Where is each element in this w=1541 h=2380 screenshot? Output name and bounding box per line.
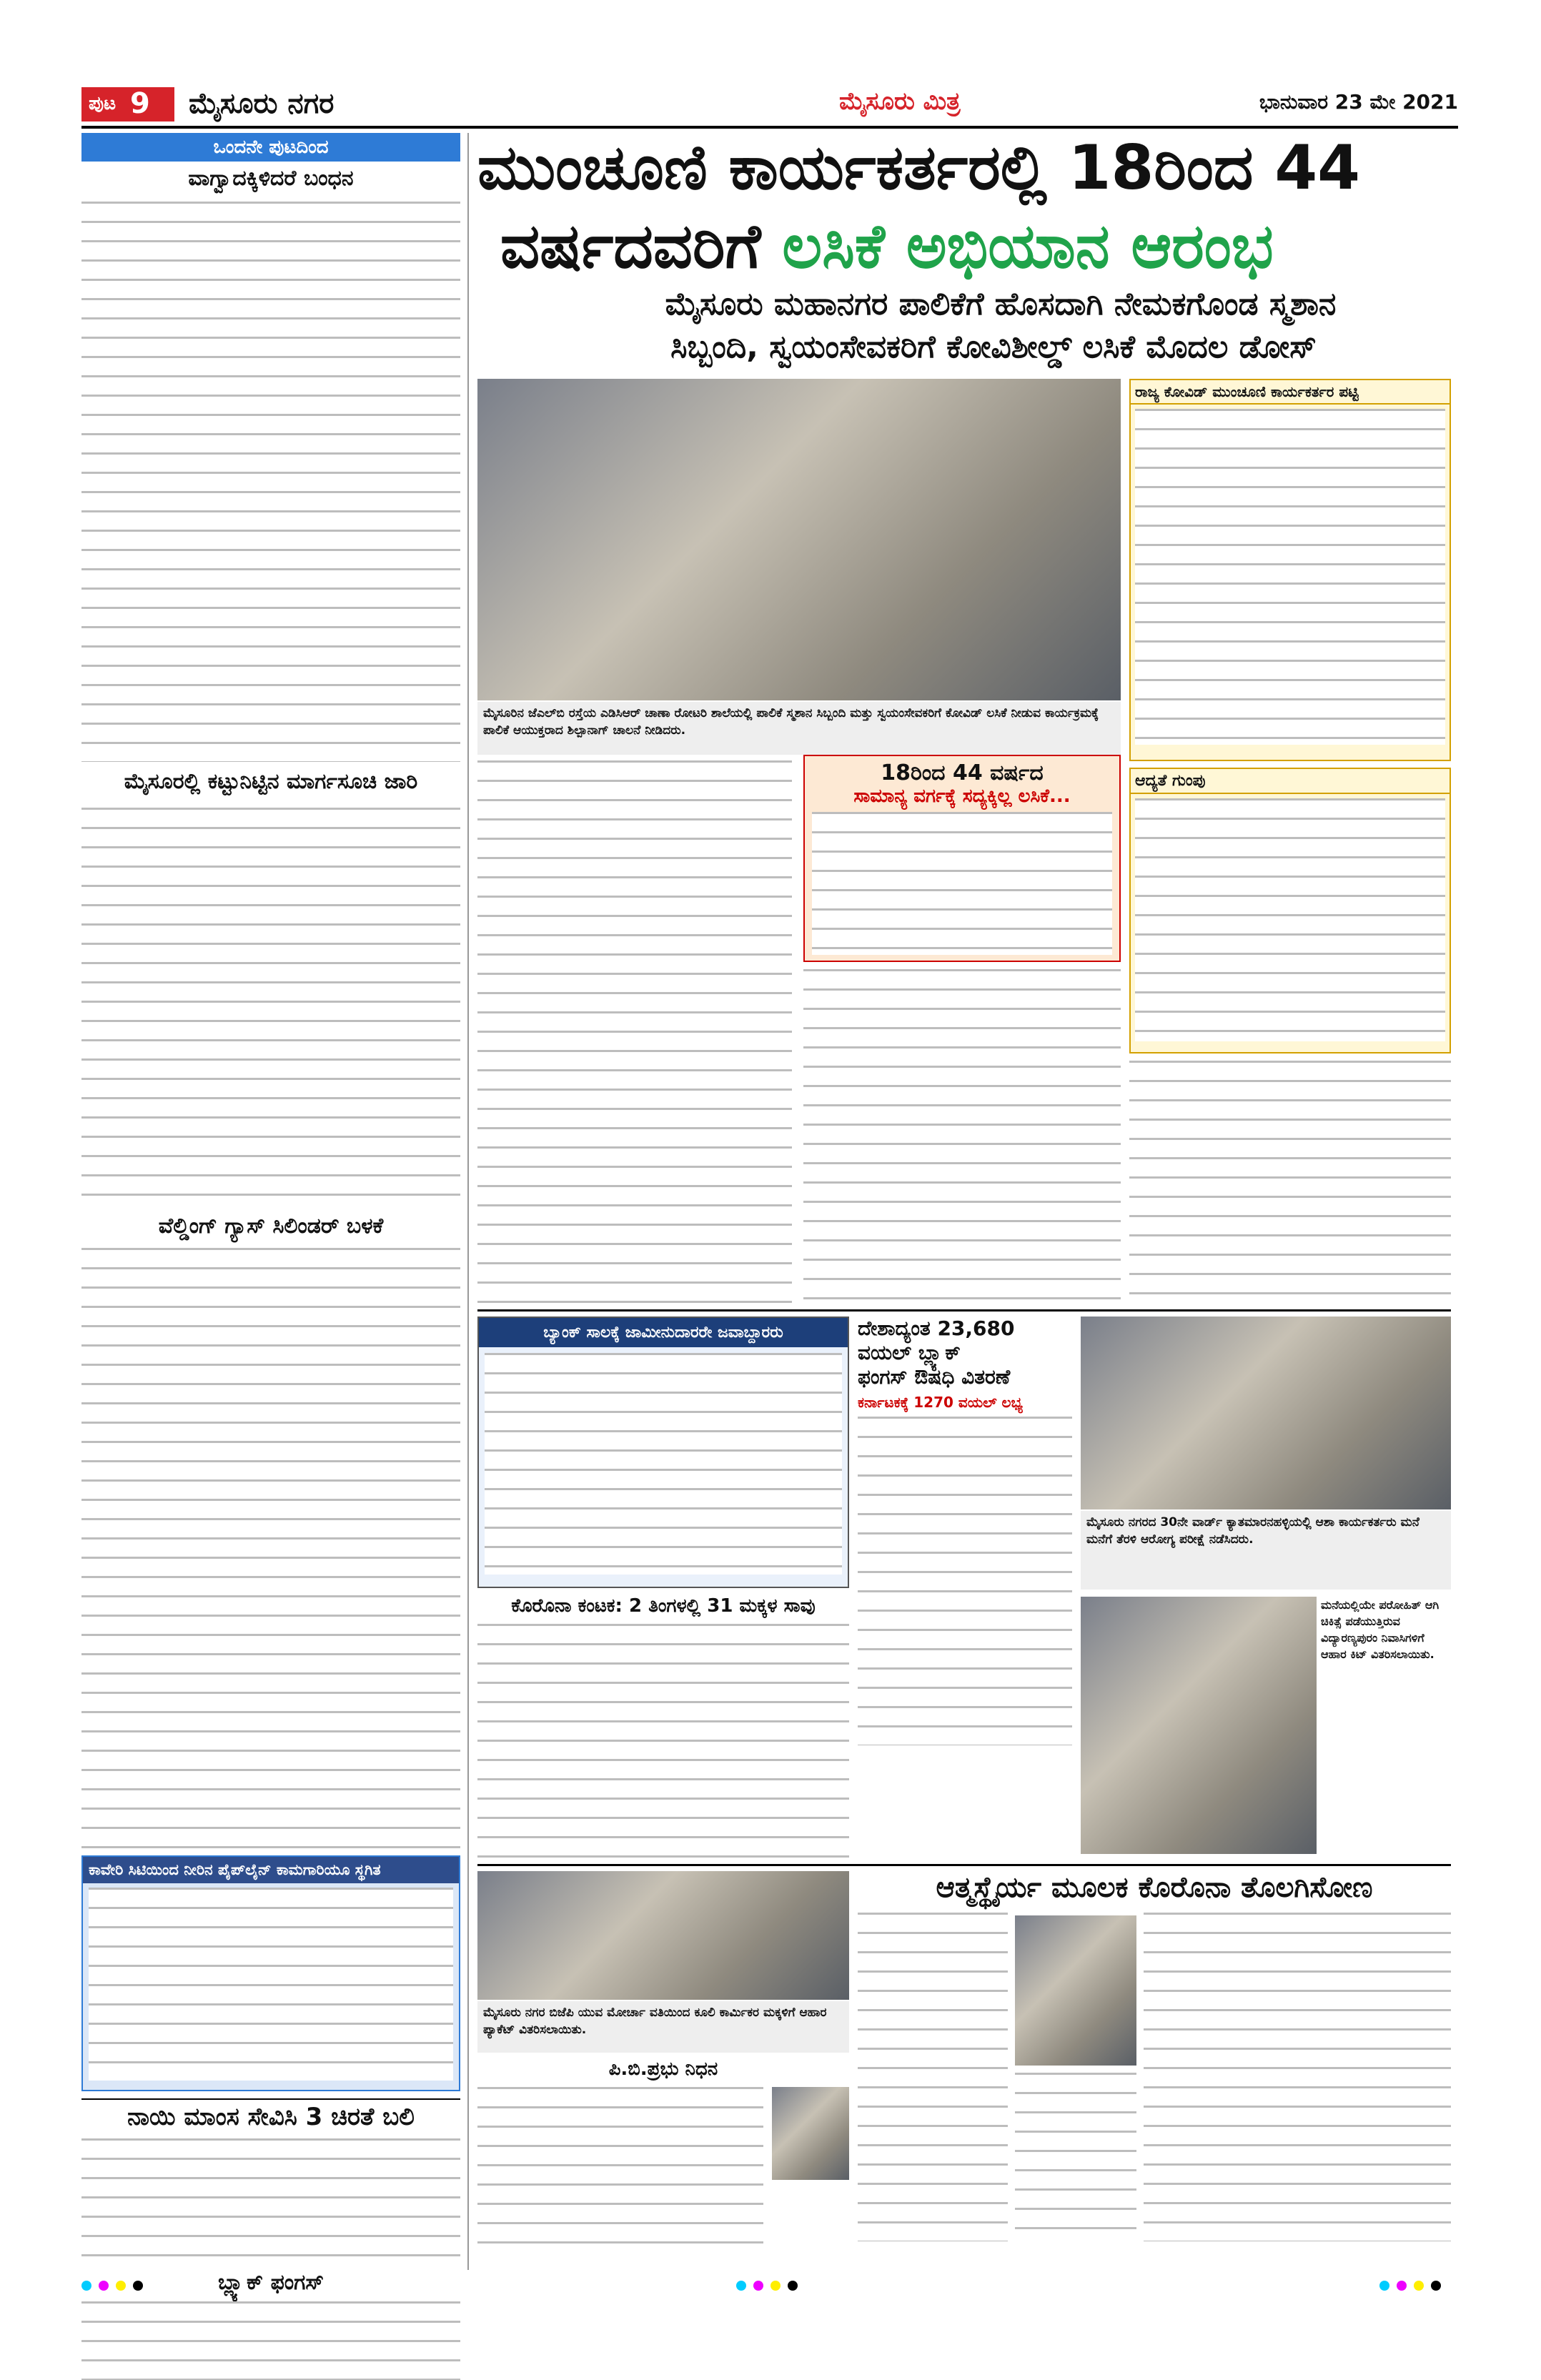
priority-list-items (1135, 798, 1445, 1041)
pipeline-box (81, 1855, 460, 2091)
left-heading-2: ಮೈಸೂರಲ್ಲಿ ಕಟ್ಟುನಿಟ್ಟಿನ ಮಾರ್ಗಸೂಚಿ ಜಾರಿ (124, 769, 418, 794)
masthead: ಮೈಸೂರು ಮಿತ್ರ (839, 87, 961, 116)
pipeline-box-body (89, 1888, 453, 2081)
priority-list (1129, 768, 1451, 1053)
lead-body-col1 (477, 760, 792, 1304)
lead-body-col3 (1129, 1061, 1451, 1304)
left-body-1 (81, 202, 460, 762)
fungus-sub: ಕರ್ನಾಟಕಕ್ಕೆ 1270 ವಯಲ್ ಲಭ್ಯ (858, 1394, 1023, 1411)
page-number-badge (81, 87, 174, 122)
kit-photo (1081, 1597, 1317, 1854)
fungus-title-2: ವಯಲ್ ಬ್ಲ್ಯಾಕ್ (858, 1341, 961, 1364)
page-header (81, 84, 1458, 124)
left-heading-3: ವೆಲ್ಡಿಂಗ್ ಗ್ಯಾಸ್ ಸಿಲಿಂಡರ್ ಬಳಕೆ (158, 1214, 384, 1239)
self-col1 (858, 1913, 1008, 2241)
mid-bottom-rule (477, 1864, 1451, 1866)
obituary-body (477, 2087, 763, 2244)
quote-box (803, 755, 1121, 962)
quote-box-body (812, 812, 1112, 955)
left-body-3 (81, 1248, 460, 1848)
lead-photo-caption: ಮೈಸೂರಿನ ಜೆಎಲ್‌ಬಿ ರಸ್ತೆಯ ಎಡಿಸಿಆರ್ ಚಾಣಾ ರೋಟರಿ ಶಾಲೆಯಲ್ಲಿ ಪಾಲಿಕೆ ಸ್ಮಶಾನ ಸಿಬ್ಬಂದಿ ಮತ್ತು ಸ್ವಯಂಸೇವಕರಿಗೆ ಕೋವಿಡ್ ಲಸಿಕೆ ನೀಡುವ ಕಾರ್ಯಕ್ರಮಕ್ಕೆ ಪಾಲಿಕೆ ಆಯುಕ್ತರಾದ ಶಿಲ್ಪಾನಾಗ್ ಚಾಲನೆ ನೀಡಿದರು. (477, 702, 1121, 755)
column-divider (467, 133, 469, 2270)
bank-box (477, 1317, 849, 1588)
lead-bottom-rule (477, 1309, 1451, 1312)
fungus-box (858, 1317, 1072, 1781)
left-body-5 (81, 2301, 460, 2380)
quote-box-title: ಸಾಮಾನ್ಯ ವರ್ಗಕ್ಕೆ ಸದ್ಯಕ್ಕಿಲ್ಲ ಲಸಿಕೆ... (853, 785, 1071, 807)
frontline-list-items (1135, 409, 1445, 745)
left-heading-1: ವಾಗ್ವಾದಕ್ಕಿಳಿದರೆ ಬಂಧನ (188, 166, 354, 191)
self-col3 (1144, 1913, 1451, 2241)
lead-subhead-1: ಮೈಸೂರು ಮಹಾನಗರ ಪಾಲಿಕೆಗೆ ಹೊಸದಾಗಿ ನೇಮಕಗೊಂಡ ಸ್ಮಶಾನ (665, 286, 1337, 322)
issue-date: ಭಾನುವಾರ 23 ಮೇ 2021 (1259, 90, 1458, 114)
fungus-body (858, 1417, 1072, 1745)
registration-dots-left (81, 2280, 167, 2293)
lead-body-col2 (803, 969, 1121, 1304)
left-body-2 (81, 808, 460, 1208)
frontline-list-title: ರಾಜ್ಯ ಕೋವಿಡ್ ಮುಂಚೂಣಿ ಕಾರ್ಯಕರ್ತರ ಪಟ್ಟಿ (1131, 380, 1450, 405)
obituary-title: ಪಿ.ಬಿ.ಪ್ರಭು ನಿಧನ (608, 2058, 718, 2080)
left-heading-4: ನಾಯಿ ಮಾಂಸ ಸೇವಿಸಿ 3 ಚಿರತೆ ಬಲಿ (127, 2103, 415, 2131)
continued-band (81, 133, 460, 162)
registration-dots-center (736, 2280, 822, 2293)
fungus-title-1: ದೇಶಾದ್ಯಂತ 23,680 (858, 1317, 1015, 1340)
self-col2 (1015, 2073, 1136, 2241)
doctor-photo (1015, 1915, 1136, 2066)
asha-photo (1081, 1317, 1451, 1509)
lead-headline-2b: ಲಸಿಕೆ ಅಭಿಯಾನ ಆರಂಭ (782, 211, 1274, 282)
lead-headline-2 (500, 207, 1451, 286)
kit-photo-caption: ಮನೆಯಲ್ಲಿಯೇ ಪರೋಹಿತ್ ಆಗಿ ಚಿಕಿತ್ಸೆ ಪಡೆಯುತ್ತಿರುವ ವಿದ್ಯಾರಣ್ಯಪುರಂ ನಿವಾಸಿಗಳಿಗೆ ಆಹಾರ ಕಿಟ್ ವಿತರಿಸಲಾಯಿತು. (1321, 1598, 1440, 1661)
registration-dots-right (1379, 2280, 1465, 2293)
bank-body (485, 1353, 842, 1575)
bank-title: ಬ್ಯಾಂಕ್ ಸಾಲಕ್ಕೆ ಜಾಮೀನುದಾರರೇ ಜವಾಬ್ದಾರರು (479, 1318, 848, 1347)
section-name: ಮೈಸೂರು ನಗರ (189, 87, 335, 120)
left-column (81, 133, 460, 2295)
asha-photo-caption: ಮೈಸೂರು ನಗರದ 30ನೇ ವಾರ್ಡ್ ಕ್ಯಾತಮಾರನಹಳ್ಳಿಯಲ್ಲಿ ಆಶಾ ಕಾರ್ಯಕರ್ತರು ಮನೆ ಮನೆಗೆ ತೆರಳಿ ಆರೋಗ್ಯ ಪರೀಕ್ಷೆ ನಡೆಸಿದರು. (1081, 1511, 1451, 1590)
bjp-photo-caption: ಮೈಸೂರು ನಗರ ಬಿಜೆಪಿ ಯುವ ಮೋರ್ಚಾ ವತಿಯಿಂದ ಕೂಲಿ ಕಾರ್ಮಿಕರ ಮಕ್ಕಳಿಗೆ ಆಹಾರ ಪ್ಯಾಕೆಟ್ ವಿತರಿಸಲಾಯಿತು. (477, 2001, 849, 2053)
fungus-title-3: ಫಂಗಸ್ ಔಷಧಿ ವಿತರಣೆ (858, 1365, 1011, 1389)
pipeline-box-title: ಕಾವೇರಿ ಸಿಟಿಯಿಂದ ನೀರಿನ ಪೈಪ್‌ಲೈನ್ ಕಾಮಗಾರಿಯೂ ಸ್ಥಗಿತ (83, 1857, 459, 1883)
left-body-4 (81, 2138, 460, 2267)
continued-band-text: ಒಂದನೇ ಪುಟದಿಂದ (213, 137, 329, 158)
page-number: 9 (130, 87, 150, 120)
corona-title: ಕೊರೊನಾ ಕಂಟಕ: 2 ತಿಂಗಳಲ್ಲಿ 31 ಮಕ್ಕಳ ಸಾವು (511, 1595, 816, 1617)
priority-list-title: ಆದ್ಯತೆ ಗುಂಪು (1131, 769, 1450, 794)
corona-body (477, 1624, 849, 1860)
lead-subhead-2: ಸಿಬ್ಬಂದಿ, ಸ್ವಯಂಸೇವಕರಿಗೆ ಕೋವಿಶೀಲ್ಡ್ ಲಸಿಕೆ ಮೊದಲ ಡೋಸ್ (670, 329, 1317, 365)
left-heading-5: ಬ್ಲ್ಯಾಕ್ ಫಂಗಸ್ (217, 2270, 324, 2295)
self-confidence-title: ಆತ್ಮಸ್ಥೈರ್ಯ ಮೂಲಕ ಕೊರೊನಾ ತೊಲಗಿಸೋಣ (936, 1871, 1373, 1904)
bjp-photo (477, 1871, 849, 2000)
page-label: ಪುಟ (89, 93, 117, 114)
lead-photo (477, 379, 1121, 700)
obituary-photo (772, 2087, 849, 2180)
lead-headline-1: ಮುಂಚೂಣಿ ಕಾರ್ಯಕರ್ತರಲ್ಲಿ 18ರಿಂದ 44 (477, 132, 1361, 204)
lead-headline-2a: ವರ್ಷದವರಿಗೆ (500, 211, 761, 282)
frontline-list (1129, 379, 1451, 761)
left-rule-1 (81, 2098, 460, 2100)
quote-box-head: 18ರಿಂದ 44 ವರ್ಷದ (881, 760, 1044, 785)
